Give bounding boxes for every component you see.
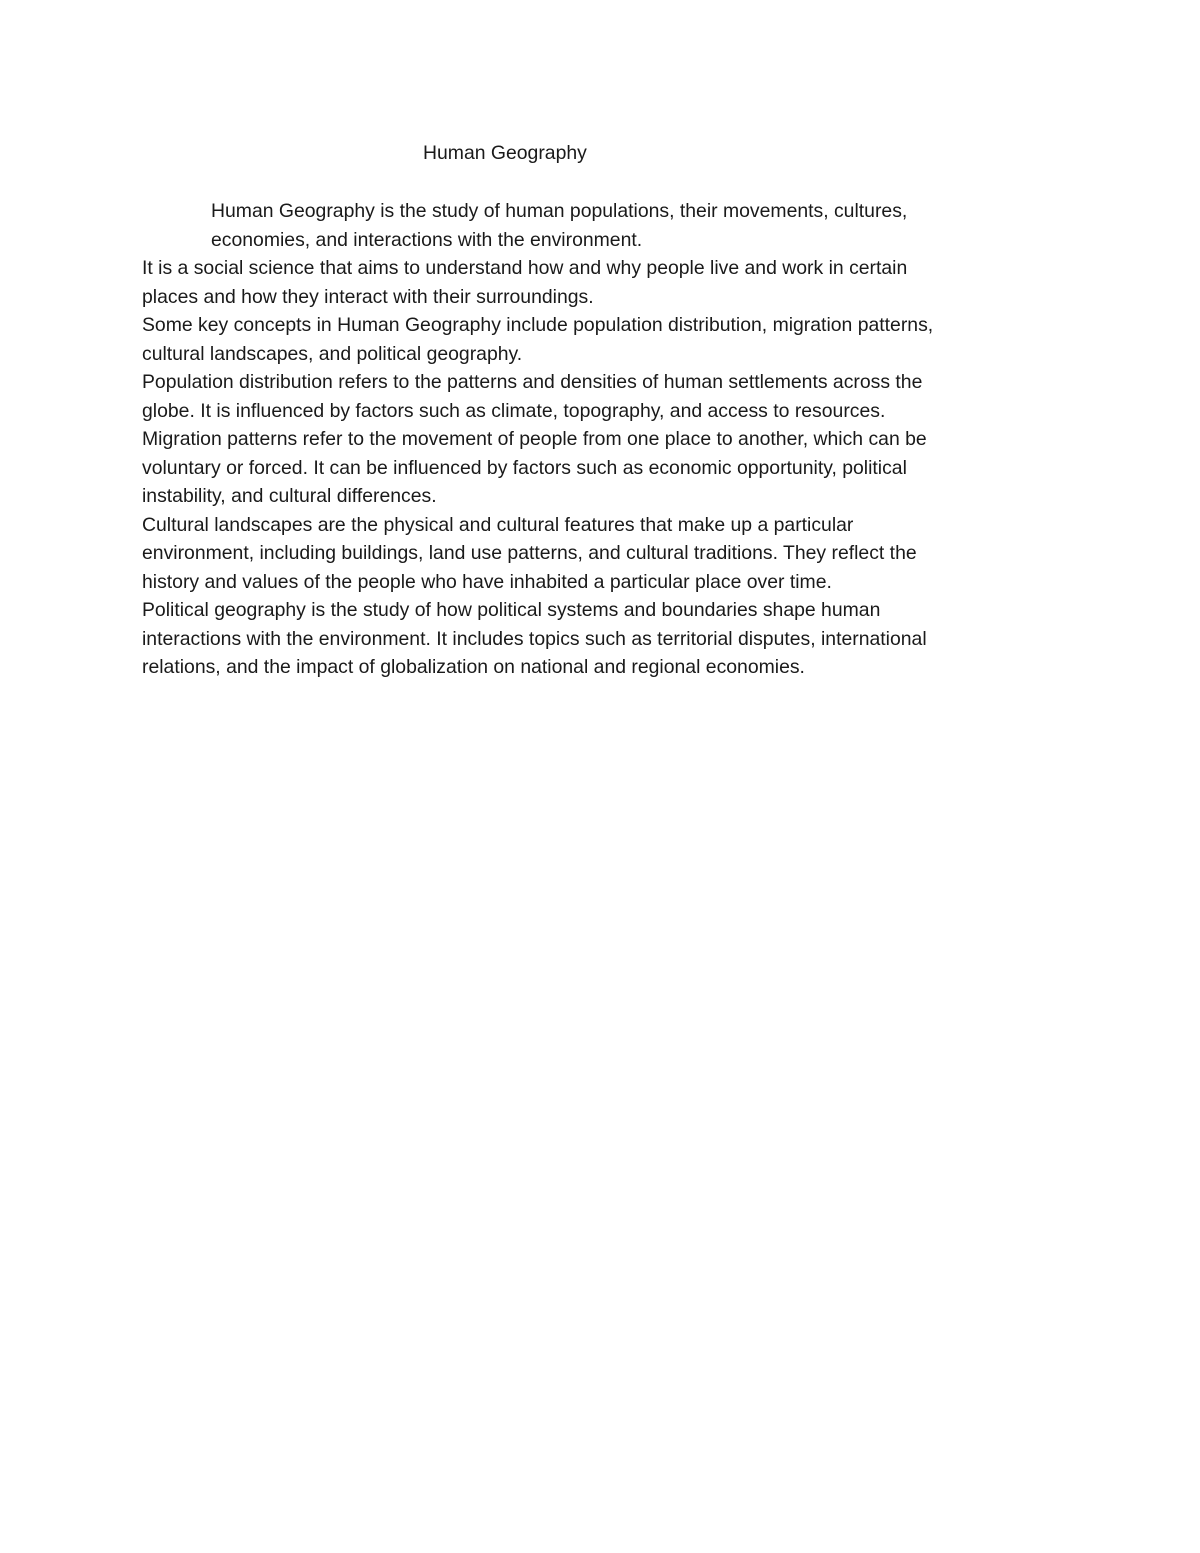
text-line: globe. It is influenced by factors such as climate, topography, and access to resources. [142, 399, 886, 422]
document-title: Human Geography [423, 142, 587, 164]
paragraph-social-science [142, 254, 1042, 311]
text-line: instability, and cultural differences. [142, 485, 437, 507]
intro-paragraph [211, 197, 1011, 254]
text-line: places and how they interact with their surroundings. [142, 285, 594, 308]
text-line: Some key concepts in Human Geography include population distribution, migration patterns, [142, 314, 934, 336]
text-line: Political geography is the study of how political systems and boundaries shape human [142, 599, 881, 621]
text-line: cultural landscapes, and political geography. [142, 342, 523, 365]
text-line: relations, and the impact of globalization on national and regional economies. [142, 656, 805, 678]
paragraph-political-geography [142, 596, 1042, 682]
text-line: It is a social science that aims to understand how and why people live and work in certain [142, 257, 908, 279]
text-line: Migration patterns refer to the movement of people from one place to another, which can be [142, 428, 927, 450]
text-line: Population distribution refers to the patterns and densities of human settlements across the [142, 371, 923, 393]
text-line: history and values of the people who have inhabited a particular place over time. [142, 570, 832, 593]
paragraph-migration-patterns [142, 425, 1042, 511]
text-line: Human Geography is the study of human populations, their movements, cultures, [211, 200, 908, 222]
paragraph-population-distribution [142, 368, 1042, 425]
text-line: environment, including buildings, land use patterns, and cultural traditions. They reflect the [142, 542, 917, 564]
text-line: interactions with the environment. It includes topics such as territorial disputes, international [142, 627, 927, 650]
text-line: economies, and interactions with the environment. [211, 228, 643, 251]
paragraph-key-concepts [142, 311, 1042, 368]
paragraph-cultural-landscapes [142, 511, 1042, 597]
text-line: Cultural landscapes are the physical and cultural features that make up a particular [142, 513, 854, 536]
document-body [142, 254, 1042, 682]
text-line: voluntary or forced. It can be influenced by factors such as economic opportunity, political [142, 456, 907, 479]
